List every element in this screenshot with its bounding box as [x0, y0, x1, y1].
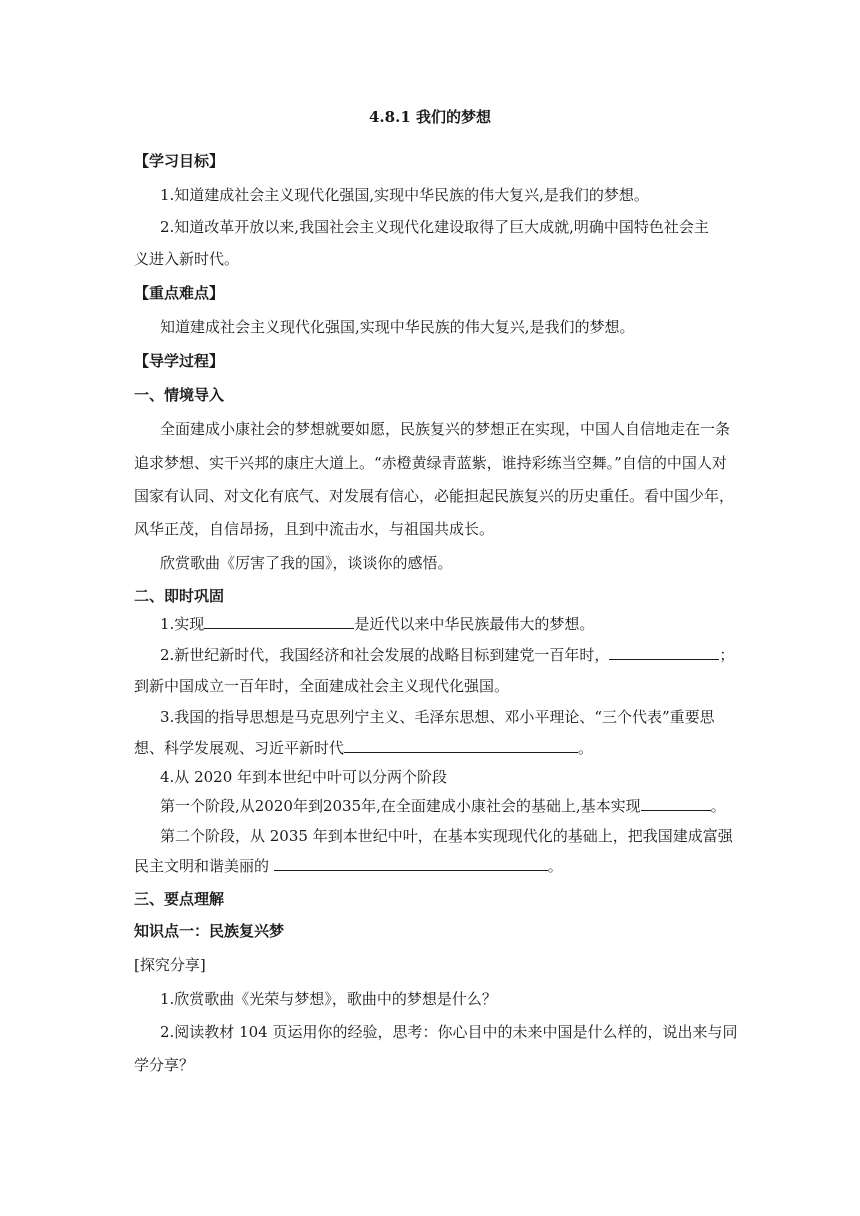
intro-paragraph-line-4: 风华正茂，自信昂扬，且到中流击水，与祖国共成长。 [134, 520, 495, 538]
question-3-line-1: 3.我国的指导思想是马克思列宁主义、毛泽东思想、邓小平理论、“三个代表”重要思 [160, 708, 715, 726]
stage-1-text-b: 。 [710, 797, 726, 815]
intro-paragraph-line-2: 追求梦想、实干兴邦的康庄大道上。“赤橙黄绿青蓝紫，谁持彩练当空舞。”自信的中国人对 [134, 454, 727, 472]
intro-paragraph-line-1: 全面建成小康社会的梦想就要如愿，民族复兴的梦想正在实现，中国人自信地走在一条 [160, 420, 731, 438]
question-2 [160, 644, 760, 665]
key-points-text: 知道建成社会主义现代化强国,实现中华民族的伟大复兴,是我们的梦想。 [160, 318, 635, 336]
goals-heading: 【学习目标】 [134, 152, 225, 170]
goal-item-2-line-2: 义进入新时代。 [134, 250, 240, 268]
question-3-text-b: 。 [578, 739, 594, 757]
question-1-text-a: 1.实现 [160, 615, 205, 633]
section-3-heading: 三、要点理解 [134, 890, 225, 908]
knowledge-point-1: 知识点一：民族复兴梦 [134, 922, 285, 940]
question-2-text-b: ； [719, 646, 735, 664]
intro-task: 欣赏歌曲《厉害了我的国》，谈谈你的感悟。 [160, 554, 453, 572]
question-1-text-b: 是近代以来中华民族最伟大的梦想。 [354, 615, 595, 633]
stage-2-line-1: 第二个阶段，从 2035 年到本世纪中叶，在基本实现现代化的基础上，把我国建成富强 [160, 827, 733, 845]
goal-item-1: 1.知道建成社会主义现代化强国,实现中华民族的伟大复兴,是我们的梦想。 [160, 186, 649, 204]
explore-share-heading: [探究分享] [134, 956, 206, 974]
document-title: 4.8.1 我们的梦想 [369, 108, 491, 126]
intro-paragraph-line-3: 国家有认同、对文化有底气、对发展有信心，必能担起民族复兴的历史重任。看中国少年， [134, 487, 735, 505]
question-2-text-a: 2.新世纪新时代，我国经济和社会发展的战略目标到建党一百年时， [160, 646, 610, 664]
question-3-text-a: 想、科学发展观、习近平新时代 [134, 739, 345, 757]
stage-2-line-2 [134, 855, 734, 876]
question-3-line-2 [134, 737, 734, 758]
question-1 [160, 613, 760, 634]
explore-item-1: 1.欣赏歌曲《光荣与梦想》，歌曲中的梦想是什么？ [160, 990, 497, 1008]
stage-2-blank[interactable] [274, 856, 548, 871]
question-3-blank[interactable] [344, 738, 578, 753]
stage-1 [160, 795, 760, 816]
question-4: 4.从 2020 年到本世纪中叶可以分两个阶段 [160, 768, 448, 786]
goal-item-2-line-1: 2.知道改革开放以来,我国社会主义现代化建设取得了巨大成就,明确中国特色社会主 [160, 218, 709, 236]
stage-2-text-b: 。 [547, 857, 563, 875]
explore-item-2-line-1: 2.阅读教材 104 页运用你的经验，思考：你心目中的未来中国是什么样的，说出来与同 [160, 1023, 738, 1041]
stage-1-text-a: 第一个阶段,从2020年到2035年,在全面建成小康社会的基础上,基本实现 [160, 797, 641, 815]
section-2-heading: 二、即时巩固 [134, 587, 225, 605]
question-2-blank[interactable] [609, 645, 719, 660]
question-1-blank[interactable] [204, 614, 354, 629]
process-heading: 【导学过程】 [134, 352, 225, 370]
section-1-heading: 一、情境导入 [134, 386, 225, 404]
stage-1-blank[interactable] [641, 796, 711, 811]
stage-2-text-a: 民主文明和谐美丽的 [134, 857, 274, 875]
explore-item-2-line-2: 学分享？ [134, 1056, 195, 1074]
key-points-heading: 【重点难点】 [134, 284, 225, 302]
question-2-line-2: 到新中国成立一百年时，全面建成社会主义现代化强国。 [134, 677, 510, 695]
